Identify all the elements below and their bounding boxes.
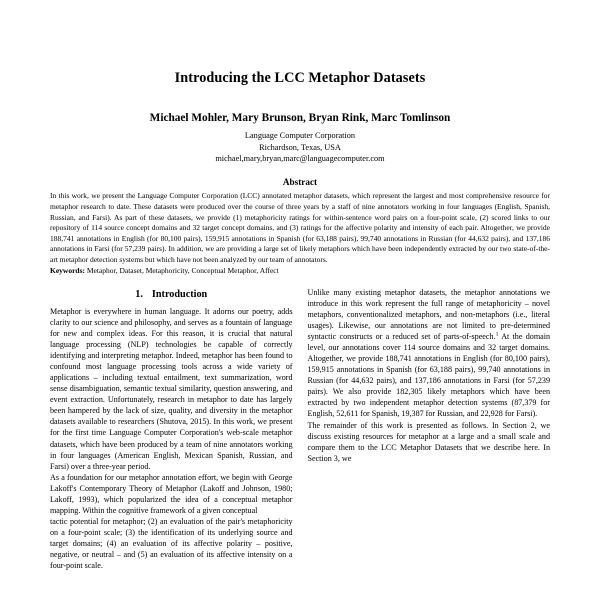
paragraph-text-tail: At the domain level, our annotations cover 114 source domains and 32 target domains. Altogether, we provide 188,741 annotations in English (for 80,100 pairs), 159,915 annotations in Spanish (for 63,188 pairs), 99,740 annotations in Russian (for 44,632 pairs), and 137,186 annotations in Farsi (for 57,239 pairs). We also provide 182,305 likely metaphors which have been extracted by two independent metaphor detection systems (87,379 for English, 52,611 for Spanish, 19,387 for Russian, and 22,928 for Farsi). bbox=[307, 332, 550, 419]
affiliation-block bbox=[50, 125, 550, 164]
body-paragraph: Metaphor is everywhere in human language. It adorns our poetry, adds clarity to our science and philosophy, and serves as a fountain of language for new and complex ideas. For this reason, it is crucial that natural language processing (NLP) technologies be capable of correctly identifying and interpreting metaphor. Indeed, metaphor has been found to confound most language processing tools across a wide variety of applications – including textual entailment, text summarization, word sense disambiguation, semantic textual similarity, question answering, and event extraction. Unfortunately, research in metaphor to date has largely been hampered by the lack of size, quality, and diversity in the metaphor datasets available to researchers (Shutova, 2015). In this work, we present for the first time Language Computer Corporation's web-scale metaphor datasets, which have been produced by a team of nine annotators working in four languages (American English, Mexican Spanish, Russian, and Farsi) over a three-year period. bbox=[50, 306, 293, 471]
author-list: Michael Mohler, Mary Brunson, Bryan Rink, Marc Tomlinson bbox=[149, 112, 451, 125]
body-paragraph: tactic potential for metaphor; (2) an evaluation of the pair's metaphoricity on a four-point scale; (3) the identification of its underlying source and target domains; (4) an evaluation of its affective polarity – positive, negative, or neutral – and (5) an evaluation of its affective intensity on a four-point scale. bbox=[50, 516, 293, 571]
body-paragraph: The remainder of this work is presented as follows. In Section 2, we discuss existing resources for metaphor at a large and a small scale and compare them to the LCC Metaphor Datasets that we describe here. In Section 3, we bbox=[307, 420, 550, 463]
section-title: Introduction bbox=[151, 288, 208, 300]
affiliation-location: Richardson, Texas, USA bbox=[259, 142, 341, 152]
abstract-heading: Abstract bbox=[282, 177, 318, 188]
page-title: Introducing the LCC Metaphor Datasets bbox=[174, 70, 426, 86]
keywords-label: Keywords: bbox=[50, 266, 85, 276]
keywords-line bbox=[50, 265, 550, 277]
section-heading-introduction bbox=[50, 287, 293, 300]
keywords-value: Metaphor, Dataset, Metaphoricity, Conceptual Metaphor, Affect bbox=[86, 266, 279, 276]
affiliation-organization: Language Computer Corporation bbox=[244, 131, 356, 141]
abstract-text: In this work, we present the Language Computer Corporation (LCC) annotated metaphor datasets, which represent the largest and most comprehensive resource for metaphor research to date. These datasets were produced over the course of three years by a staff of nine annotators working in four languages (English, Spanish, Russian, and Farsi). As part of these datasets, we provide (1) metaphoricity ratings for within-sentence word pairs on a four-point scale, (2) scored links to our repository of 114 source concept domains and 32 target concept domains, and (3) ratings for the affective polarity and intensity of each pair. Altogether, we provide 188,741 annotations in English (for 80,100 pairs), 159,915 annotations in Spanish (for 63,188 pairs), 99,740 annotations in Russian (for 44,632 pairs), and 137,186 annotations in Farsi (for 57,239 pairs). In addition, we are providing a large set of likely metaphors which have been independently extracted by our two state-of-the-art metaphor detection systems but which have not been analyzed by our team of annotators. bbox=[50, 191, 550, 264]
footnote-marker: 1 bbox=[495, 331, 499, 338]
paragraph-text-head: Unlike many existing metaphor datasets, the metaphor annotations we introduce in this work represent the full range of metaphoricity – novel metaphors, conventionalized metaphors, and non-metaphors (i.e., literal usages). Likewise, our annotations are not limited to pre-determined syntactic constructs or a reduced set of parts-of-speech. bbox=[307, 287, 550, 342]
two-column-body bbox=[50, 287, 550, 587]
section-number: 1. bbox=[135, 288, 143, 300]
affiliation-email: michael,mary,bryan,marc@languagecomputer.com bbox=[215, 154, 385, 164]
body-paragraph: As a foundation for our metaphor annotation effort, we begin with George Lakoff's Contemporary Theory of Metaphor (Lakoff and Johnson, 1980; Lakoff, 1993), which popularized the idea of a conceptual metaphor mapping. Within the cognitive framework of a given conceptual bbox=[50, 472, 293, 515]
body-paragraph bbox=[308, 287, 551, 420]
